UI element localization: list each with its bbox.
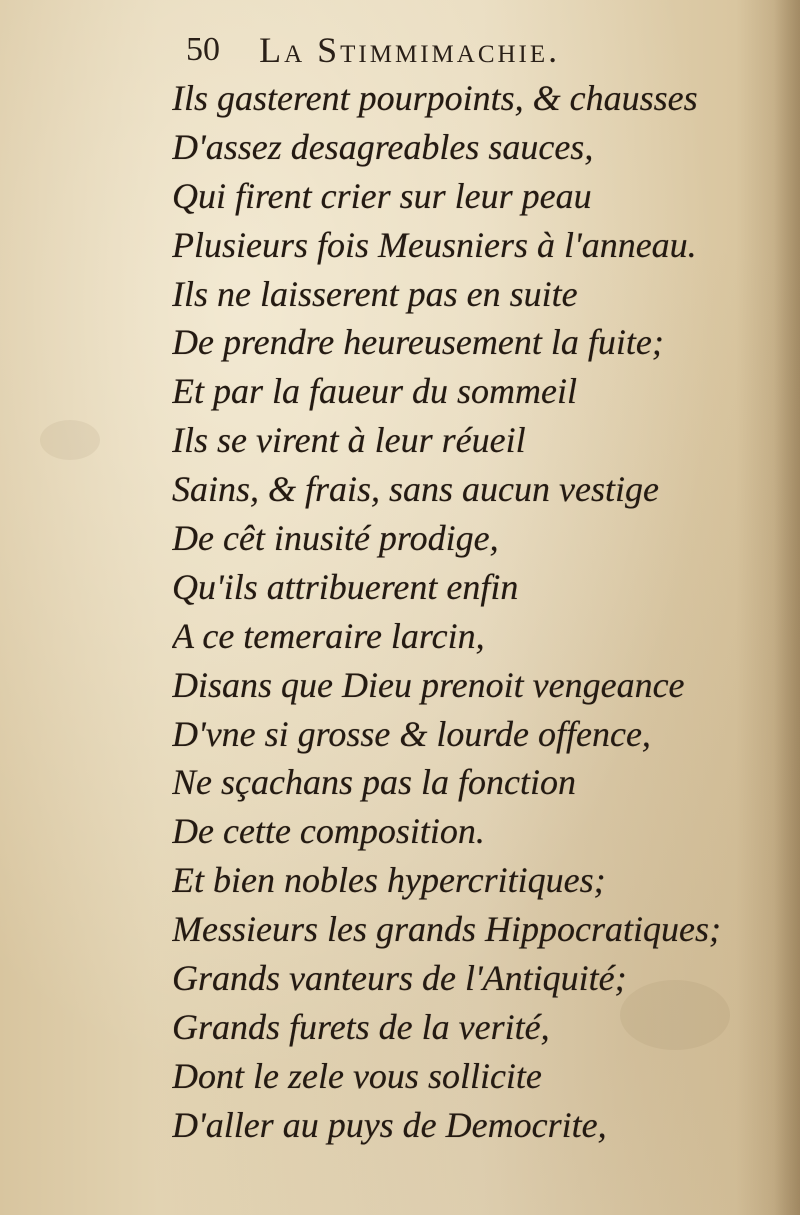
- verse-line: Messieurs les grands Hippocratiques;: [172, 909, 721, 950]
- verse-line: Grands furets de la verité,: [172, 1006, 550, 1047]
- verse-line: D'aller au puys de Democrite,: [172, 1104, 607, 1145]
- verse-line: De prendre heureusement la fuite;: [172, 322, 664, 363]
- verse-line: A ce temeraire larcin,: [172, 615, 485, 656]
- paper-stain: [40, 420, 100, 460]
- verse-line: D'assez desagreables sauces,: [172, 126, 594, 167]
- verse-line: Ils ne laisserent pas en suite: [172, 273, 578, 314]
- header-title: La Stimmimachie.: [259, 30, 561, 70]
- verse-line: D'vne si grosse & lourde offence,: [172, 713, 651, 754]
- page-number: 50: [186, 31, 220, 68]
- verse-line: Et bien nobles hypercritiques;: [172, 860, 606, 901]
- verse-line: Qui firent crier sur leur peau: [172, 175, 592, 216]
- verse-line: Qu'ils attribuerent enfin: [172, 566, 519, 607]
- verse-line: Ils se virent à leur réueil: [172, 420, 526, 461]
- poem-text: [172, 74, 762, 1150]
- verse-line: Ne sçachans pas la fonction: [172, 762, 576, 803]
- verse-line: Plusieurs fois Meusniers à l'anneau.: [172, 224, 697, 265]
- verse-line: Disans que Dieu prenoit vengeance: [172, 664, 685, 705]
- verse-line: Et par la faueur du sommeil: [172, 371, 577, 412]
- verse-line: Grands vanteurs de l'Antiquité;: [172, 958, 627, 999]
- verse-line: De cette composition.: [172, 811, 485, 852]
- verse-line: Ils gasterent pourpoints, & chausses: [172, 78, 698, 118]
- verse-line: De cêt inusité prodige,: [172, 518, 499, 559]
- verse-line: Sains, & frais, sans aucun vestige: [172, 469, 659, 510]
- verse-line: Dont le zele vous sollicite: [172, 1055, 542, 1096]
- running-head: [186, 26, 746, 74]
